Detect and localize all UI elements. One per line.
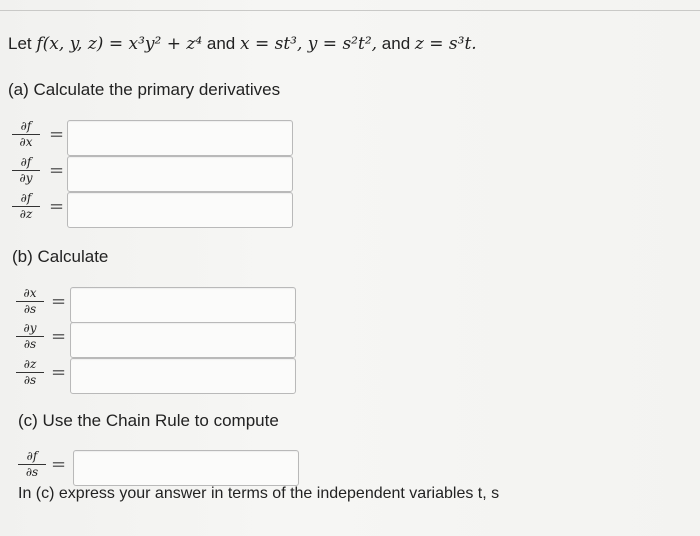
answer-row-dz-ds (16, 358, 316, 392)
equals-sign: = (49, 160, 65, 181)
equals-sign: = (51, 291, 67, 312)
fraction-df-dy (12, 156, 40, 185)
fraction-denominator: ∂s (25, 465, 39, 479)
equals-sign: = (51, 362, 67, 383)
answer-row-df-dz (12, 192, 312, 226)
fraction-df-dz (12, 192, 40, 221)
df-dx-input[interactable] (67, 120, 293, 156)
fraction-numerator: ∂y (16, 322, 44, 337)
equals-sign: = (49, 124, 65, 145)
problem-statement (8, 34, 477, 54)
answer-row-dx-ds (16, 287, 316, 321)
fraction-dx-ds (16, 287, 44, 316)
equals-sign: = (51, 326, 67, 347)
dy-ds-input[interactable] (70, 322, 296, 358)
z-definition: z = s³t. (414, 34, 477, 54)
fraction-dy-ds (16, 322, 44, 351)
xy-definition: x = st³, y = s²t², (239, 34, 378, 54)
fraction-numerator: ∂f (12, 120, 40, 135)
answer-row-dy-ds (16, 322, 316, 356)
df-ds-input[interactable] (73, 450, 299, 486)
equals-sign: = (51, 454, 67, 475)
problem-and-1: and (206, 34, 236, 53)
part-b-heading: (b) Calculate (12, 247, 109, 266)
equals-sign: = (49, 196, 65, 217)
function-definition: f(x, y, z) = x³y² + z⁴ (36, 34, 203, 54)
fraction-denominator: ∂x (19, 135, 33, 149)
dz-ds-input[interactable] (70, 358, 296, 394)
fraction-df-ds (18, 450, 46, 479)
fraction-denominator: ∂y (19, 171, 33, 185)
problem-and-2: and (381, 34, 411, 53)
fraction-numerator: ∂f (18, 450, 46, 465)
problem-lead: Let (8, 34, 32, 53)
fraction-df-dx (12, 120, 40, 149)
answer-row-df-dx (12, 120, 312, 154)
answer-row-df-dy (12, 156, 312, 190)
fraction-denominator: ∂s (23, 302, 37, 316)
fraction-dz-ds (16, 358, 44, 387)
fraction-numerator: ∂z (16, 358, 44, 373)
fraction-denominator: ∂s (23, 373, 37, 387)
fraction-denominator: ∂s (23, 337, 37, 351)
answer-row-df-ds (18, 450, 318, 484)
df-dz-input[interactable] (67, 192, 293, 228)
fraction-denominator: ∂z (19, 207, 33, 221)
part-a-heading: (a) Calculate the primary derivatives (8, 80, 281, 99)
fraction-numerator: ∂f (12, 192, 40, 207)
df-dy-input[interactable] (67, 156, 293, 192)
fraction-numerator: ∂f (12, 156, 40, 171)
part-c-heading: (c) Use the Chain Rule to compute (18, 411, 279, 430)
fraction-numerator: ∂x (16, 287, 44, 302)
top-divider (0, 10, 700, 11)
dx-ds-input[interactable] (70, 287, 296, 323)
instruction-note: In (c) express your answer in terms of the independent variables t, s (18, 485, 500, 502)
